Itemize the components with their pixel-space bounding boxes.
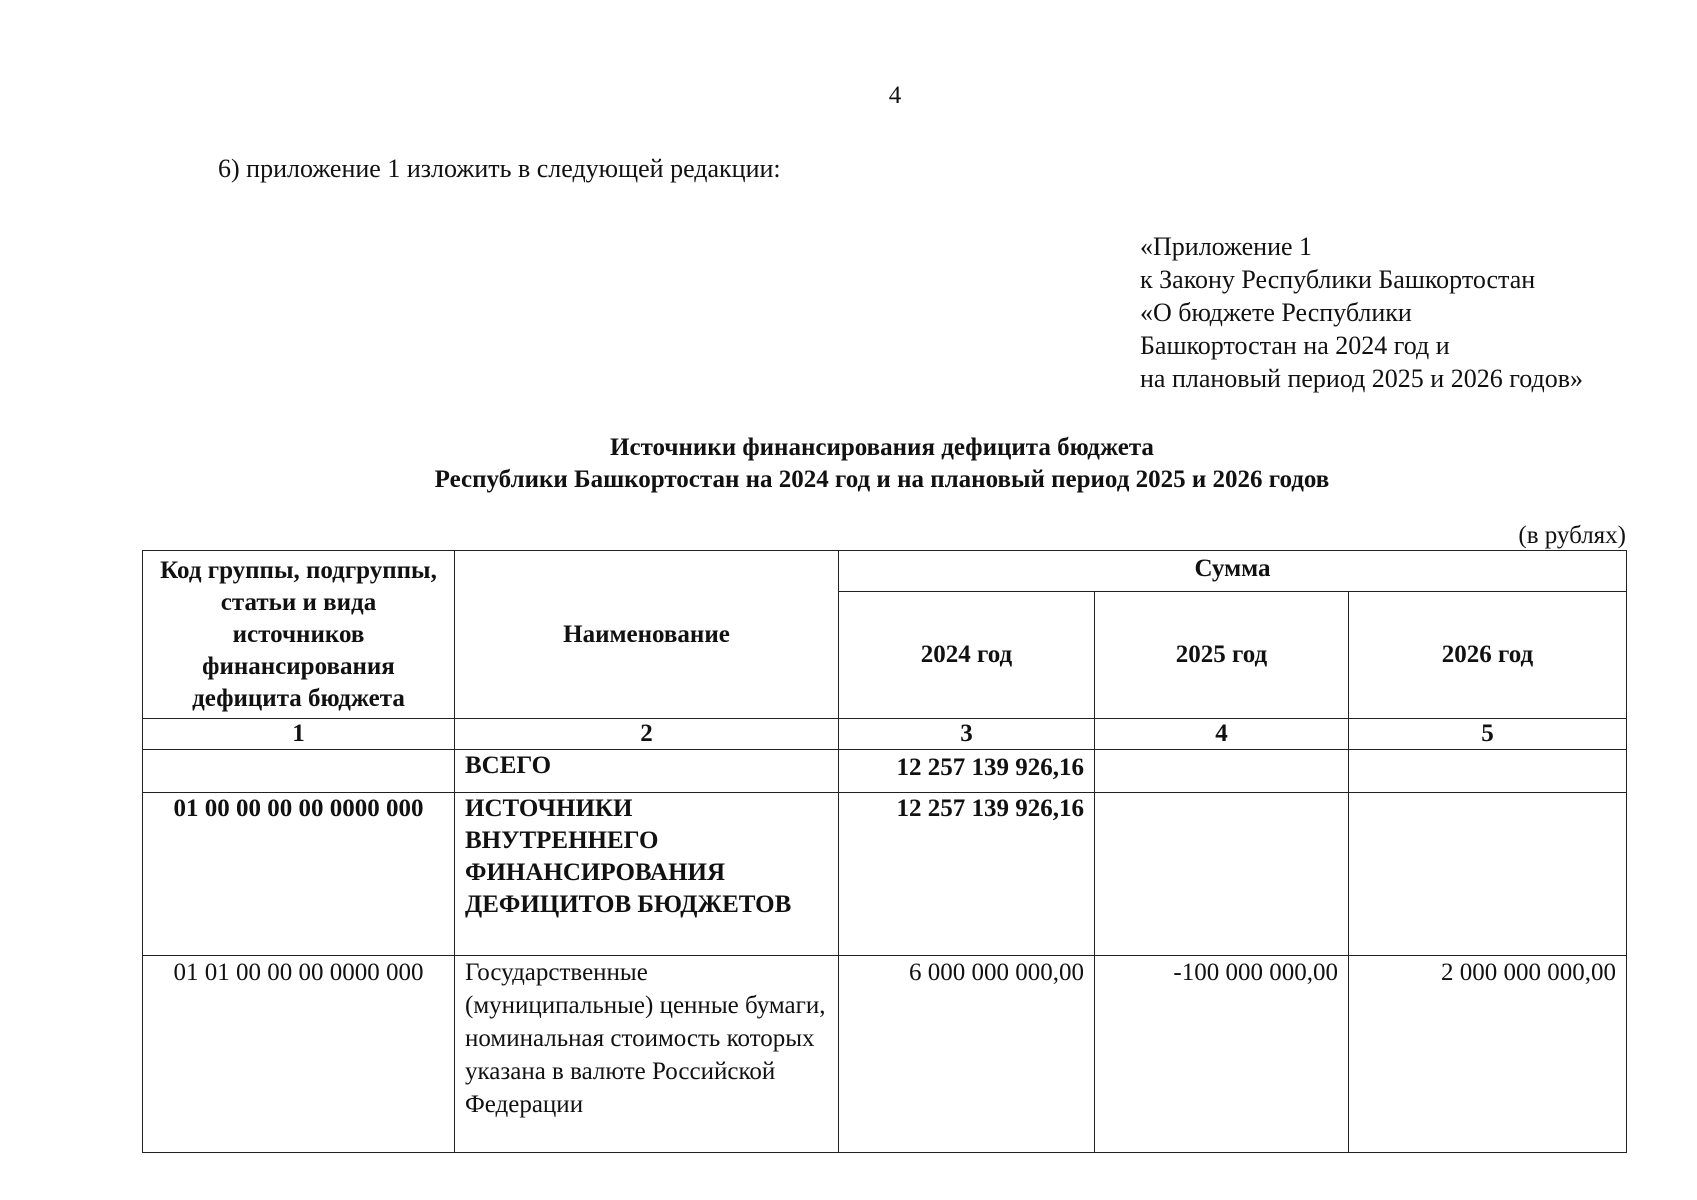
- appendix-ref-line: «Приложение 1: [1140, 232, 1313, 261]
- column-number: 5: [1349, 719, 1627, 750]
- row-code: [143, 750, 455, 793]
- row-amount-2025: [1095, 750, 1349, 793]
- intro-text: 6) приложение 1 изложить в следующей редакции:: [218, 154, 781, 183]
- row-amount-2024: 6 000 000 000,00: [839, 956, 1095, 1153]
- row-name: ВСЕГО: [455, 750, 839, 793]
- column-number: 2: [455, 719, 839, 750]
- row-amount-2025: -100 000 000,00: [1095, 956, 1349, 1153]
- header-name: Наименование: [455, 551, 839, 719]
- title-line: Источники финансирования дефицита бюджета: [610, 434, 1154, 461]
- row-amount-2026: [1349, 750, 1627, 793]
- table-row: [143, 956, 1627, 1153]
- appendix-ref-line: на плановый период 2025 и 2026 годов»: [1140, 364, 1583, 393]
- column-number: 3: [839, 719, 1095, 750]
- page-number: 4: [888, 82, 902, 109]
- document-title: [330, 432, 1434, 496]
- row-code: 01 01 00 00 00 0000 000: [143, 956, 455, 1153]
- row-amount-2025: [1095, 793, 1349, 956]
- row-amount-2026: [1349, 793, 1627, 956]
- row-amount-2026: 2 000 000 000,00: [1349, 956, 1627, 1153]
- appendix-ref-line: к Закону Республики Башкортостан: [1140, 265, 1536, 294]
- header-year-2024: 2024 год: [839, 592, 1095, 719]
- title-line: Республики Башкортостан на 2024 год и на плановый период 2025 и 2026 годов: [434, 466, 1330, 493]
- column-numbers-row: [143, 719, 1627, 750]
- header-year-2026: 2026 год: [1349, 592, 1627, 719]
- table-row-total: [143, 750, 1627, 793]
- units-note: (в рублях): [1518, 522, 1626, 549]
- column-number: 1: [143, 719, 455, 750]
- table-row: [143, 793, 1627, 956]
- header-year-2025: 2025 год: [1095, 592, 1349, 719]
- financing-sources-table: [142, 550, 1627, 1153]
- row-amount-2024: 12 257 139 926,16: [839, 793, 1095, 956]
- appendix-reference: [1140, 230, 1583, 395]
- row-name: Государственные (муниципальные) ценные бумаги, номинальная стоимость которых указана в валюте Российской Федерации: [455, 956, 839, 1153]
- appendix-ref-line: Башкортостан на 2024 год и: [1140, 331, 1450, 360]
- table-header-row: [143, 551, 1627, 592]
- row-amount-2024: 12 257 139 926,16: [839, 750, 1095, 793]
- header-code: Код группы, подгруппы, статьи и вида источников финансирования дефицита бюджета: [143, 551, 455, 719]
- appendix-ref-line: «О бюджете Республики: [1140, 298, 1412, 327]
- row-name: ИСТОЧНИКИ ВНУТРЕННЕГО ФИНАНСИРОВАНИЯ ДЕФИЦИТОВ БЮДЖЕТОВ: [455, 793, 839, 956]
- header-sum: Сумма: [839, 551, 1627, 592]
- column-number: 4: [1095, 719, 1349, 750]
- row-code: 01 00 00 00 00 0000 000: [143, 793, 455, 956]
